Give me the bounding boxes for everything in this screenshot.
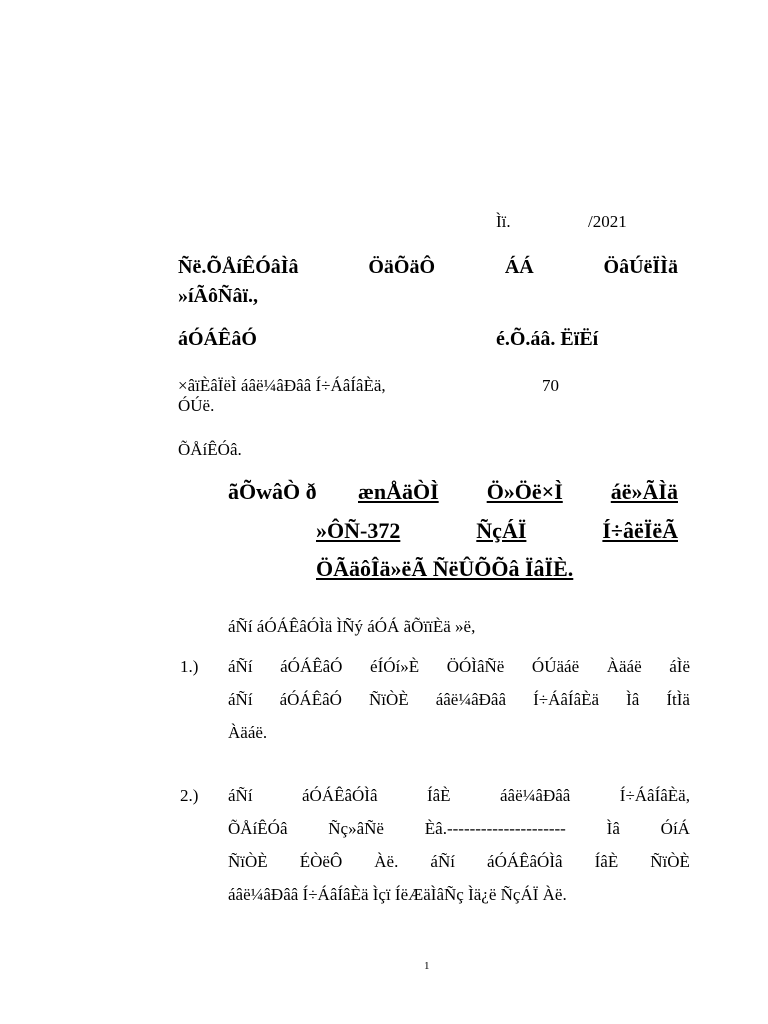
point-word: ÍtÌä [666,690,690,709]
subject-word: Í÷âëÏëÃ [602,518,678,543]
point-word: ÑïÒÈ [650,852,690,871]
point-word: áÓÁÊâÓÌâ [487,852,563,871]
party1-word: ÁÁ [504,256,534,278]
point-word: Ñç»âÑë [328,819,384,838]
point-word: áâë¼âÐââ Í÷ÁâÍâÈä Ìçï ÍëÆäÌâÑç Ìä¿ë ÑçÁÏ Àë. [228,885,567,904]
party2-left: áÓÁÊâÓ [178,328,257,350]
subject-word: ÑçÁÏ [476,518,527,543]
place: ÕÅíÊÓâ. [178,440,242,459]
point-body [228,650,690,749]
point-word: Ìâ [606,819,620,838]
point-word: áÌë [669,657,690,676]
subject-word: ænÅäÒÌ [358,479,439,504]
point-word: ÍâÈ [594,852,619,871]
subject-line1 [358,479,678,505]
subject-word: »ÔÑ-372 [316,518,401,543]
point-word: áÓÁÊâÓÌâ [302,786,378,805]
page-number: 1 [424,960,430,972]
point-number: 2.) [180,786,199,805]
address-number: 70 [542,376,559,395]
party1-word: ÖâÚëÏÌä [603,256,678,278]
point-word: áâë¼âÐââ [435,690,507,709]
point-word: áÑí [228,786,253,805]
point-word: ÍâÈ [426,786,451,805]
point-line [228,716,690,749]
point-word: Í÷ÁâÍâÈä, [619,786,690,805]
point-line [228,650,690,683]
party1-word: Ñë.ÕÅíÊÓâÌâ [178,256,299,278]
point-word: ÑïÒÈ [368,690,409,709]
subject-word: Ö»Öë×Ì [486,479,563,504]
salutation: áÑí áÓÁÊâÓÌä ÌÑý áÓÁ ãÕïïÈä »ë, [228,617,476,636]
point-line [228,878,690,911]
point-body [228,779,690,911]
point-word: áÑí [228,690,253,709]
subject-word: áë»ÃÌä [610,479,678,504]
party2-right: é.Õ.áâ. ËïËí [496,328,599,350]
point-word: éÍÓí»È [370,657,420,676]
point-word: ÖÓÌâÑë [446,657,505,676]
point-word: Í÷ÁâÍâÈä [533,690,600,709]
point-word: ÕÅíÊÓâ [228,819,288,838]
point-word: Àäáë. [228,723,268,742]
case-year: /2021 [588,212,627,231]
point-word: áâë¼âÐââ [500,786,571,805]
case-number-prefix: Ìï. [496,212,511,231]
address-text: ×âïÈâÏëÌ áâë¼âÐââ Í÷ÁâÍâÈä, [178,376,386,395]
point-word: áÑí [228,657,253,676]
point-word: Àë. [374,852,399,871]
point-line [228,779,690,812]
subject-prefix: ãÕwâÒ ð [228,479,317,504]
point-line [228,845,690,878]
subject-line2 [316,518,678,544]
subject-line3: ÖÃäôÎä»ëÃ ÑëÛÕÕâ ÏâÏÈ. [316,556,574,581]
point-word: ÑïÒÈ [228,852,268,871]
point-word: áÓÁÊâÓ [280,657,343,676]
point-line [228,812,690,845]
point-word: ÓÚäáë [531,657,580,676]
party1-word: ÖäÕäÔ [368,256,436,278]
point-word: ÓíÁ [660,819,690,838]
point-word: Ìâ [626,690,640,709]
address-line2: ÓÚë. [178,396,215,415]
point-word: Èâ.--------------------- [424,819,566,838]
point-line [228,683,690,716]
point-word: ÉÒëÔ [299,852,343,871]
point-word: Àäáë [606,657,642,676]
point-word: áÑí [430,852,455,871]
party1-line2: »íÃôÑâï., [178,285,258,307]
point-word: áÓÁÊâÓ [279,690,342,709]
party1-line1 [178,256,678,279]
point-number: 1.) [180,657,199,676]
